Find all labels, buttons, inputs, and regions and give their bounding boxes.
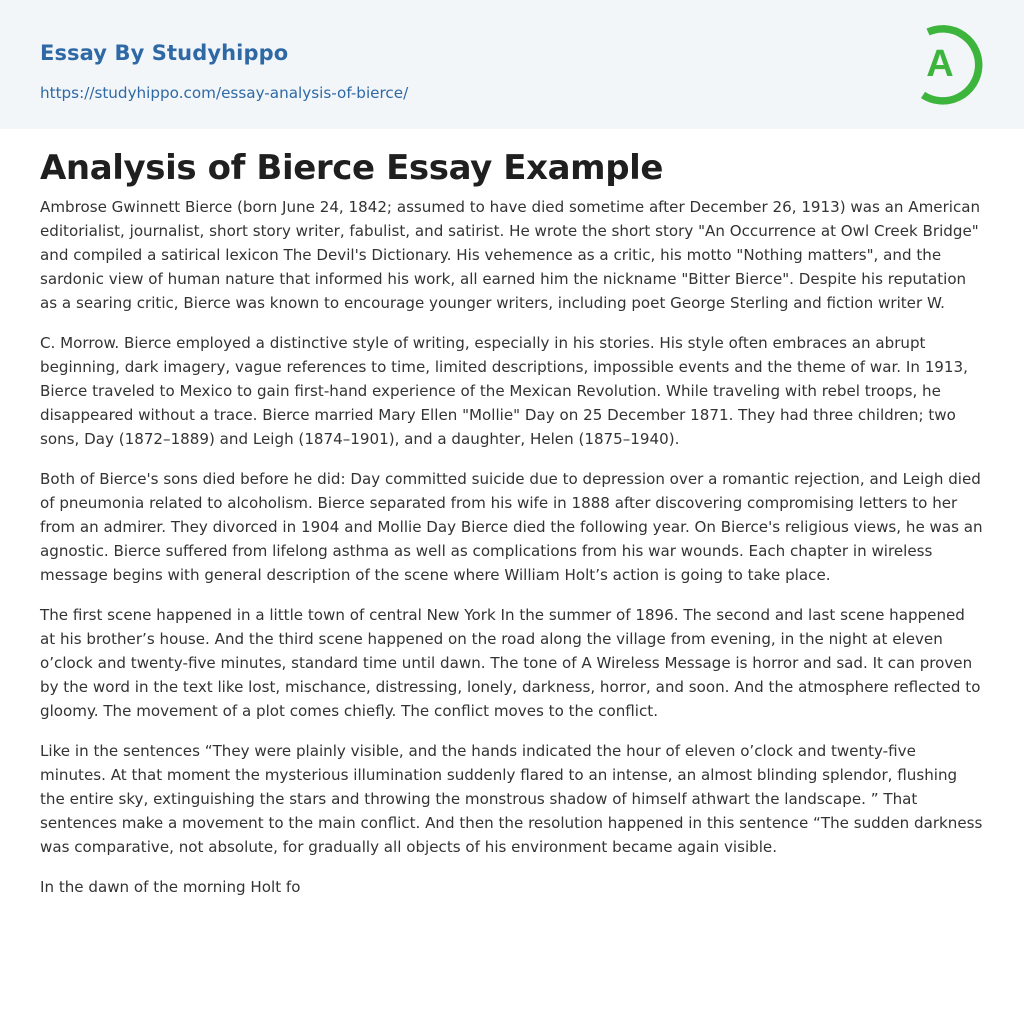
article-paragraph: The first scene happened in a little town of central New York In the summer of 1896. The second and last scene happened at his brother’s house. And the third scene happened on the road along the village from evening, in the night at eleven o’clock and twenty-five minutes, standard time until dawn. The tone of A Wireless Message is horror and sad. It can proven by the word in the text like lost, mischance, distressing, lonely, darkness, horror, and soon. And the atmosphere reflected to gloomy. The movement of a plot comes chiefly. The conflict moves to the conflict.	[40, 606, 981, 720]
article-paragraph: C. Morrow. Bierce employed a distinctive style of writing, especially in his stories. His style often embraces an abrupt beginning, dark imagery, vague references to time, limited descriptions, impossible events and the theme of war. In 1913, Bierce traveled to Mexico to gain first-hand experience of the Mexican Revolution. While traveling with rebel troops, he disappeared without a trace. Bierce married Mary Ellen "Mollie" Day on 25 December 1871. They had three children; two sons, Day (1872–1889) and Leigh (1874–1901), and a daughter, Helen (1875–1940).	[40, 334, 968, 448]
page-title: Analysis of Bierce Essay Example	[40, 148, 664, 188]
logo-letter: A	[926, 43, 954, 85]
article-paragraph: Ambrose Gwinnett Bierce (born June 24, 1842; assumed to have died sometime after December 26, 1913) was an American editorialist, journalist, short story writer, fabulist, and satirist. He wrote the short story "An Occurrence at Owl Creek Bridge" and compiled a satirical lexicon The Devil's Dictionary. His vehemence as a critic, his motto "Nothing matters", and the sardonic view of human nature that informed his work, all earned him the nickname "Bitter Bierce". Despite his reputation as a searing critic, Bierce was known to encourage younger writers, including poet George Sterling and fiction writer W.	[40, 198, 981, 312]
brand-title[interactable]: Essay By Studyhippo	[40, 41, 289, 65]
article-paragraph: Like in the sentences “They were plainly visible, and the hands indicated the hour of eleven o’clock and twenty-five minutes. At that moment the mysterious illumination suddenly flared to an intense, an almost blinding splendor, flushing the entire sky, extinguishing the stars and throwing the monstrous shadow of himself athwart the landscape. ” That sentences make a movement to the main conflict. And then the resolution happened in this sentence “The sudden darkness was comparative, not absolute, for gradually all objects of his environment became again visible.	[40, 742, 983, 856]
article-paragraph: In the dawn of the morning Holt fo	[40, 878, 301, 896]
article	[40, 146, 984, 915]
essay-url-link[interactable]: https://studyhippo.com/essay-analysis-of-bierce/	[40, 84, 409, 102]
article-paragraph: Both of Bierce's sons died before he did: Day committed suicide due to depression over a romantic rejection, and Leigh died of pneumonia related to alcoholism. Bierce separated from his wife in 1888 after discovering compromising letters to her from an admirer. They divorced in 1904 and Mollie Day Bierce died the following year. On Bierce's religious views, he was an agnostic. Bierce suffered from lifelong asthma as well as complications from his war wounds. Each chapter in wireless message begins with general description of the scene where William Holt’s action is going to take place.	[40, 470, 983, 584]
studyhippo-logo-icon[interactable]	[912, 19, 986, 105]
site-header	[0, 0, 1024, 129]
